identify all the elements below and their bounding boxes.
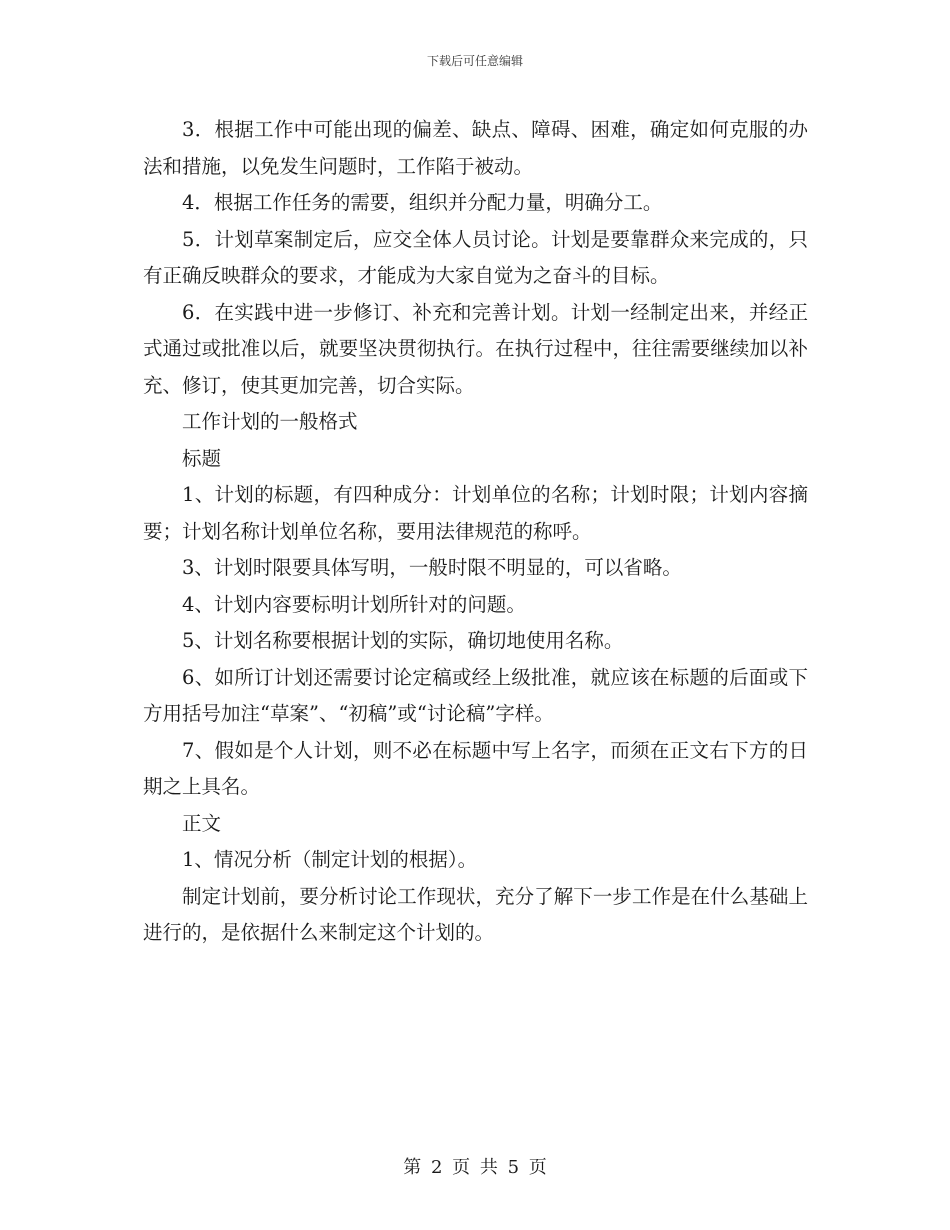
paragraph: 6、如所订计划还需要讨论定稿或经上级批准，就应该在标题的后面或下方用括号加注“草案”、“初稿”或“讨论稿”字样。 bbox=[143, 665, 808, 725]
section-heading: 工作计划的一般格式 bbox=[182, 410, 358, 433]
paragraph: 4．根据工作任务的需要，组织并分配力量，明确分工。 bbox=[182, 191, 663, 214]
paragraph: 4、计划内容要标明计划所针对的问题。 bbox=[182, 592, 526, 616]
paragraph: 1、计划的标题，有四种成分：计划单位的名称；计划时限；计划内容摘要；计划名称计划单位名称，要用法律规范的称呼。 bbox=[143, 483, 808, 543]
page-header: 下载后可任意编辑 bbox=[426, 54, 523, 68]
paragraph: 7、假如是个人计划，则不必在标题中写上名字，而须在正文右下方的日期之上具名。 bbox=[143, 738, 808, 798]
subsection-heading: 正文 bbox=[182, 811, 222, 835]
paragraph: 5．计划草案制定后，应交全体人员讨论。计划是要靠群众来完成的，只有正确反映群众的要求，才能成为大家自觉为之奋斗的目标。 bbox=[143, 227, 808, 287]
paragraph: 1、情况分析（制定计划的根据）。 bbox=[182, 848, 478, 871]
paragraph: 5、计划名称要根据计划的实际，确切地使用名称。 bbox=[182, 629, 624, 652]
paragraph: 6．在实践中进一步修订、补充和完善计划。计划一经制定出来，并经正式通过或批准以后，就要坚决贯彻执行。在执行过程中，往往需要继续加以补充、修订，使其更加完善，切合实际。 bbox=[143, 300, 808, 397]
subsection-heading: 标题 bbox=[182, 446, 222, 470]
page-number-footer: 第 2 页 共 5 页 bbox=[403, 1157, 547, 1178]
document-body bbox=[143, 112, 808, 952]
paragraph: 3．根据工作中可能出现的偏差、缺点、障碍、困难，确定如何克服的办法和措施，以免发生问题时，工作陷于被动。 bbox=[143, 118, 808, 178]
paragraph: 3、计划时限要具体写明，一般时限不明显的，可以省略。 bbox=[182, 556, 682, 579]
paragraph: 制定计划前，要分析讨论工作现状，充分了解下一步工作是在什么基础上进行的，是依据什么来制定这个计划的。 bbox=[143, 884, 808, 944]
